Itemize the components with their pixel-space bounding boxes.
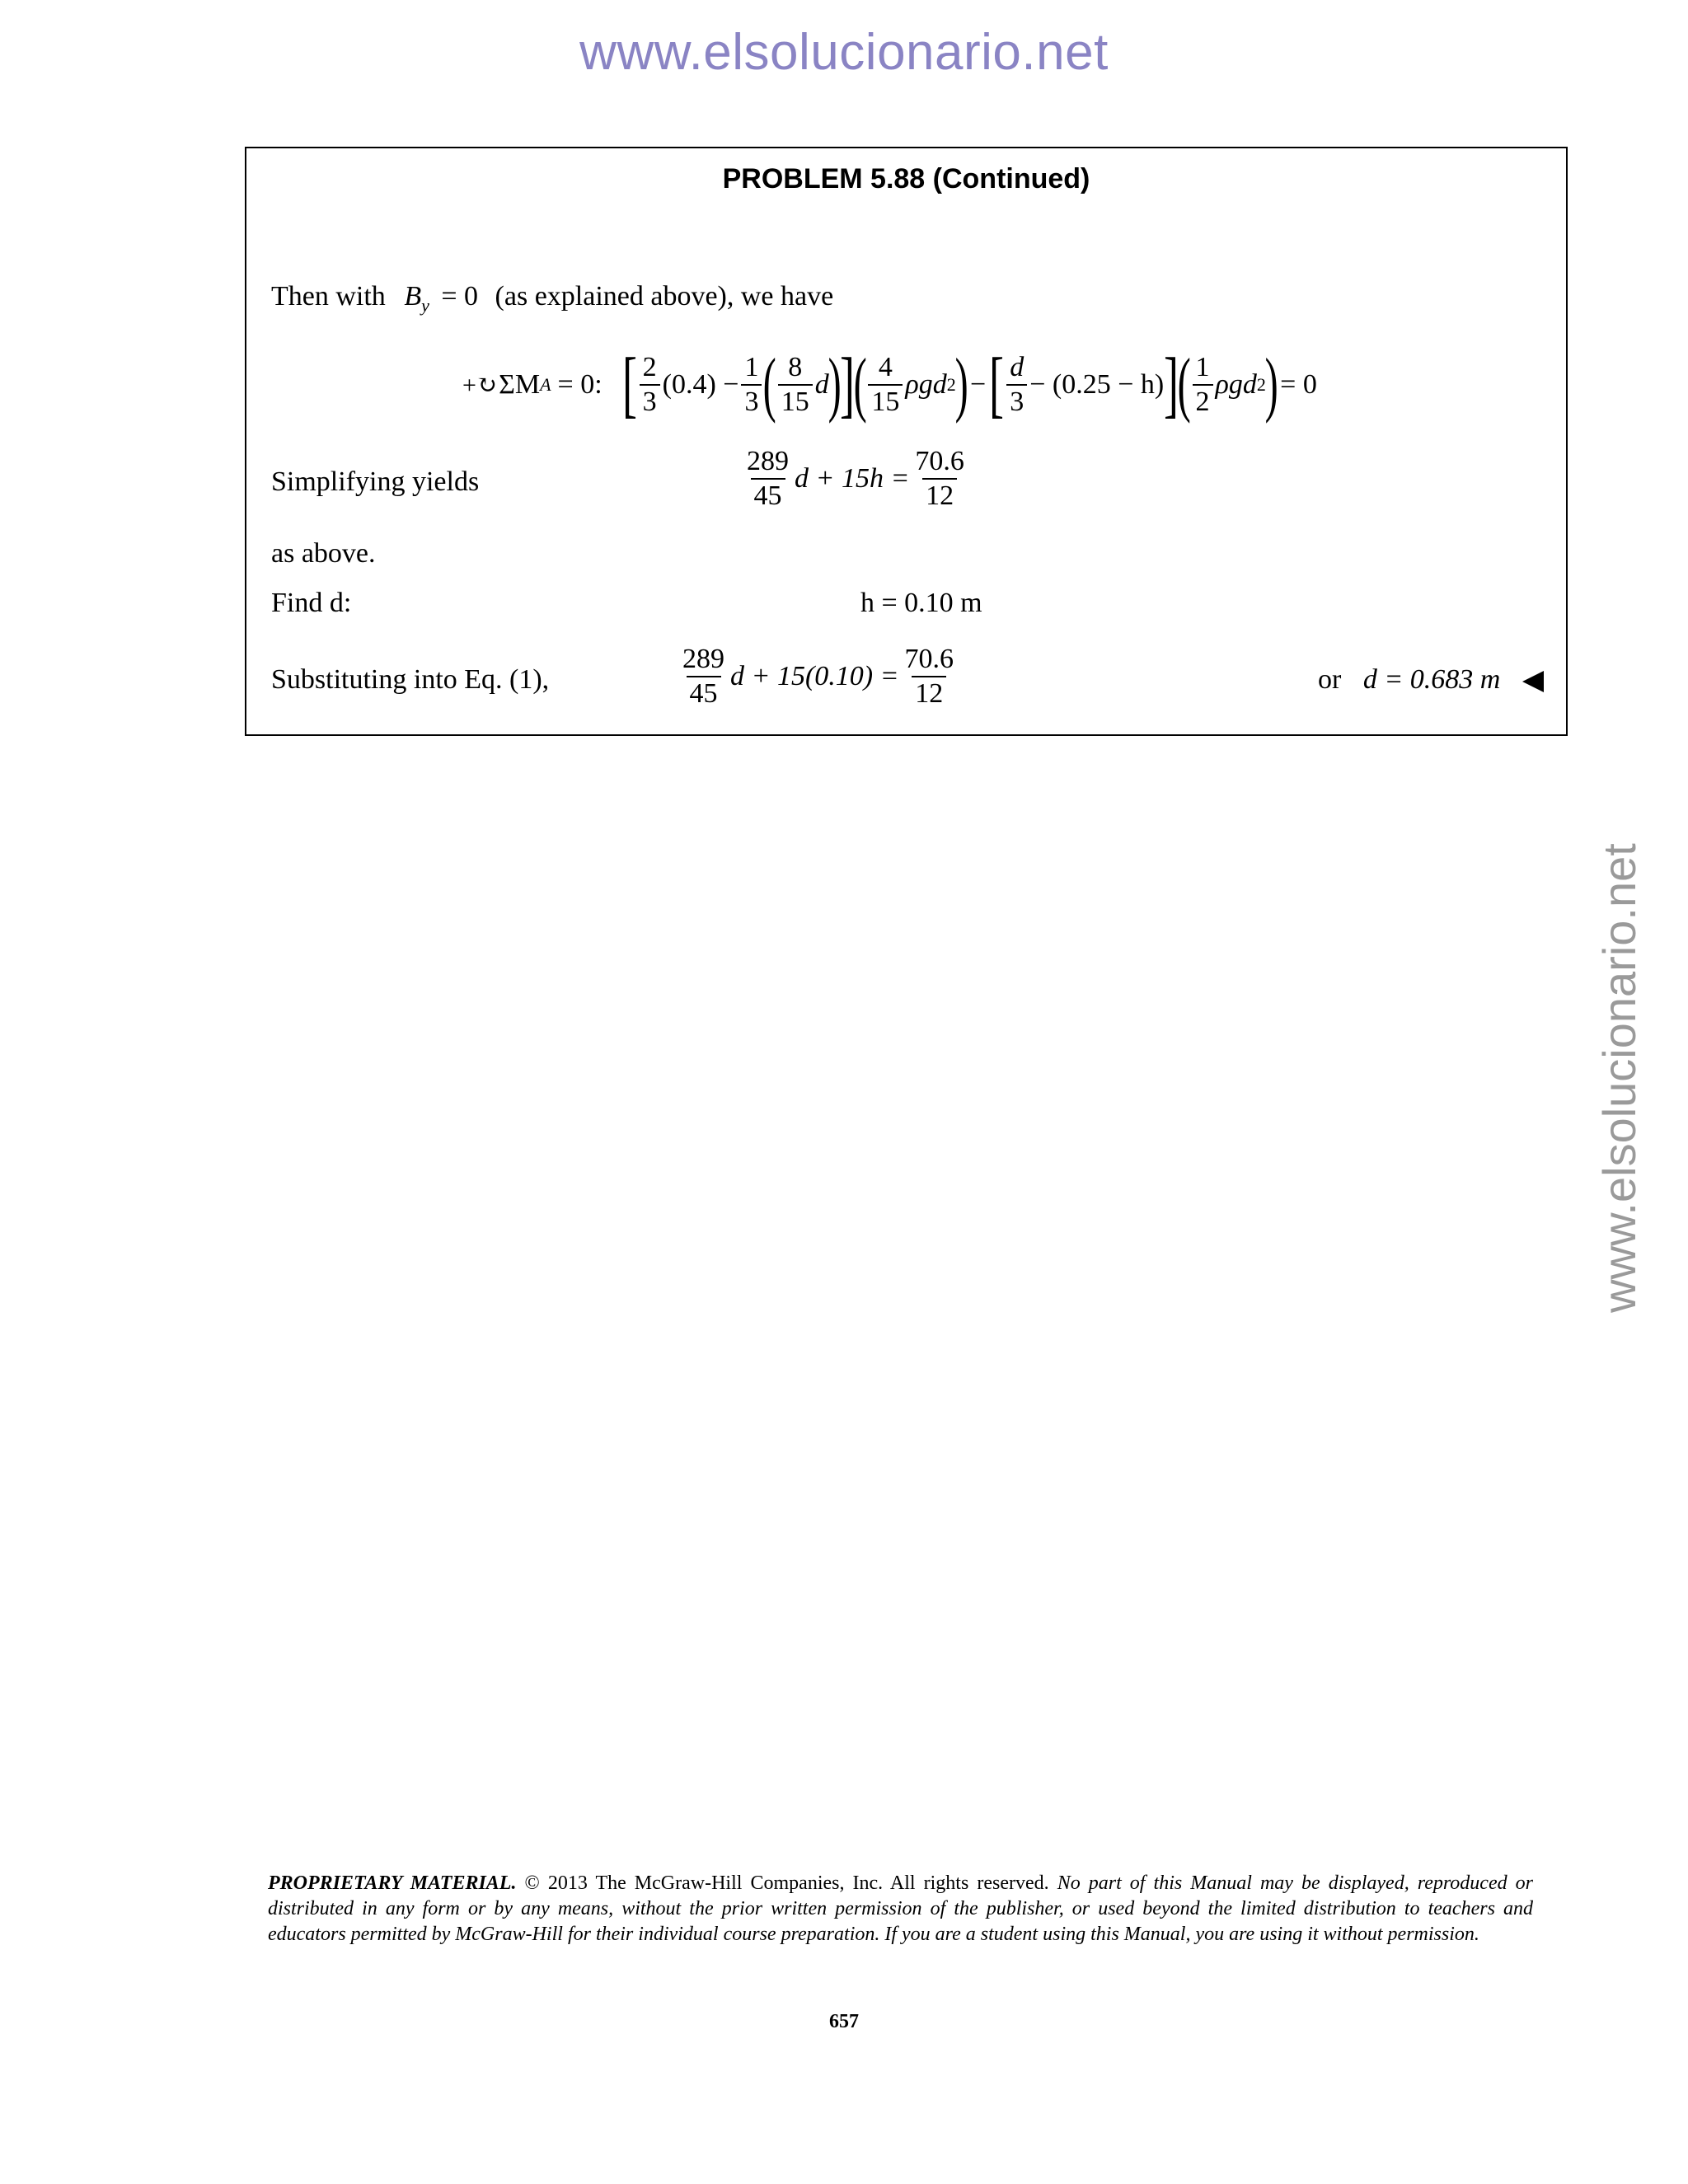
by-equals: = 0 [441, 281, 479, 312]
page-number: 657 [829, 2011, 859, 2032]
footer-bold-lead: PROPRIETARY MATERIAL. [268, 1872, 517, 1894]
answer-or: or [1318, 664, 1342, 695]
substitute-label: Substituting into Eq. (1), [271, 664, 550, 695]
moment-label: ΣM [499, 369, 541, 400]
moment-equals: = 0: [557, 369, 603, 400]
footer-rights: © 2013 The McGraw-Hill Companies, Inc. All rights reserved. [524, 1872, 1049, 1894]
intro-lead: Then with [271, 281, 386, 312]
intro-text: (as explained above), we have [495, 281, 834, 312]
simplify-label: Simplifying yields [271, 466, 480, 497]
moment-equation: +↻ ΣM A = 0: [ $\frac{2}{3}$ (0.4) − $\frac{1}{3}$ ( $\frac{8}{15}$ d ) ] ( $\frac{4}{15}$ ρgd 2 ) − [ $\frac{d}{3}$ − (0.25 − h) ] ( $\frac{1}{2}$ ρgd 2 ) = 0 [462, 344, 1317, 425]
final-answer [1318, 663, 1544, 696]
find-label: Find d: [271, 588, 352, 618]
answer-value: d = 0.683 m [1362, 664, 1501, 695]
copyright-footer [268, 1871, 1533, 1947]
answer-marker-icon [1522, 671, 1544, 692]
footer-notice: No part of this Manual may be displayed, reproduced or distributed in any form or by any means, without the prior written permission of the publisher, or used beyond the limited distribution to teachers and educators permitted by McGraw-Hill for their individual course preparation. If you are a student using this Manual, you are using it without permission. [268, 1872, 1533, 1945]
moment-arrow-icon: +↻ [462, 371, 498, 399]
substitute-equation: $\frac{289}{45}$ d + 15(0.10) = $\frac{70.6}{12}$ [682, 644, 954, 709]
find-value: h = 0.10 m [860, 588, 982, 618]
intro-line: Then with $B_y = 0$ (as explained above), we have [271, 281, 834, 316]
watermark-top: www.elsolucionario.net [579, 24, 1109, 81]
watermark-side: www.elsolucionario.net [1593, 843, 1645, 1313]
moment-subscript: A [540, 374, 551, 395]
solution-box [245, 147, 1568, 736]
problem-title: PROBLEM 5.88 (Continued) [722, 163, 1090, 194]
as-above-text: as above. [271, 538, 376, 569]
simplify-equation: $\frac{289}{45}$ d + 15h = $\frac{70.6}{12}$ [747, 446, 964, 511]
